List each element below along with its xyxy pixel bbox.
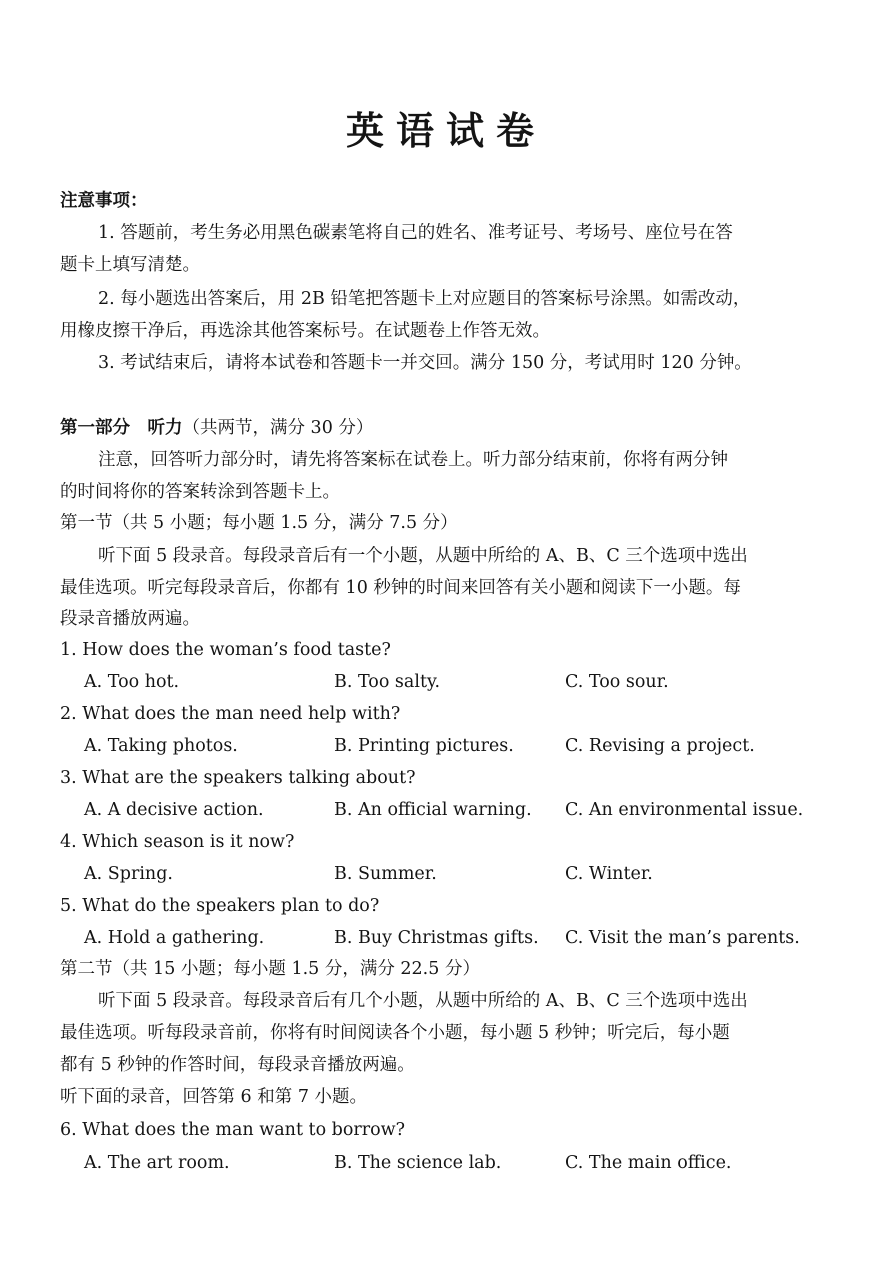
question-6-option-b: B. The science lab.: [334, 1153, 502, 1173]
question-4-option-a: A. Spring.: [84, 864, 173, 884]
part1-heading-bold: 第一部分 听力: [60, 418, 183, 438]
section1-instr-line-1: 听下面 5 段录音。每段录音后有一个小题，从题中所给的 A、B、C 三个选项中选出: [98, 546, 748, 566]
section1-heading: 第一节（共 5 小题；每小题 1.5 分，满分 7.5 分）: [60, 513, 458, 533]
notice-item-2-line-1: 2. 每小题选出答案后，用 2B 铅笔把答题卡上对应题目的答案标号涂黑。如需改动，: [98, 289, 751, 309]
question-1-option-c: C. Too sour.: [565, 672, 669, 692]
question-4-option-c: C. Winter.: [565, 864, 653, 884]
question-1-option-b: B. Too salty.: [334, 672, 441, 692]
question-5-option-a: A. Hold a gathering.: [84, 928, 265, 948]
question-6-option-a: A. The art room.: [84, 1153, 230, 1173]
section2-instr-line-3: 都有 5 秒钟的作答时间，每段录音播放两遍。: [60, 1055, 415, 1075]
question-2: 2. What does the man need help with?: [60, 704, 401, 724]
section2-instr-line-2: 最佳选项。听每段录音前，你将有时间阅读各个小题，每小题 5 秒钟；听完后，每小题: [60, 1023, 730, 1043]
question-1-option-a: A. Too hot.: [84, 672, 180, 692]
question-5: 5. What do the speakers plan to do?: [60, 896, 380, 916]
question-5-option-c: C. Visit the man’s parents.: [565, 928, 800, 948]
question-5-option-b: B. Buy Christmas gifts.: [334, 928, 539, 948]
part1-note-line-2: 的时间将你的答案转涂到答题卡上。: [60, 482, 340, 502]
question-6-option-c: C. The main office.: [565, 1153, 732, 1173]
part1-heading: [60, 417, 835, 439]
section2-sub-instruction: 听下面的录音，回答第 6 和第 7 小题。: [60, 1087, 368, 1107]
question-3-option-c: C. An environmental issue.: [565, 800, 804, 820]
part1-note-line-1: 注意，回答听力部分时，请先将答案标在试卷上。听力部分结束前，你将有两分钟: [98, 450, 728, 470]
exam-title: 英语试卷: [345, 108, 546, 153]
question-3-option-a: A. A decisive action.: [84, 800, 264, 820]
question-2-option-b: B. Printing pictures.: [334, 736, 514, 756]
question-2-option-a: A. Taking photos.: [84, 736, 238, 756]
question-6: 6. What does the man want to borrow?: [60, 1120, 406, 1140]
notice-item-2-line-2: 用橡皮擦干净后，再选涂其他答案标号。在试题卷上作答无效。: [60, 321, 550, 341]
notice-item-1-line-2: 题卡上填写清楚。: [60, 255, 200, 275]
question-3-option-b: B. An official warning.: [334, 800, 532, 820]
section2-instr-line-1: 听下面 5 段录音。每段录音后有几个小题，从题中所给的 A、B、C 三个选项中选出: [98, 991, 748, 1011]
part1-heading-rest: （共两节，满分 30 分）: [182, 418, 374, 438]
question-3: 3. What are the speakers talking about?: [60, 768, 416, 788]
notice-heading: 注意事项：: [60, 191, 148, 211]
notice-item-3-line-1: 3. 考试结束后，请将本试卷和答题卡一并交回。满分 150 分，考试用时 120 分钟。: [98, 353, 752, 373]
question-4-option-b: B. Summer.: [334, 864, 437, 884]
question-2-option-c: C. Revising a project.: [565, 736, 755, 756]
question-1: 1. How does the woman’s food taste?: [60, 640, 391, 660]
notice-item-1-line-1: 1. 答题前，考生务必用黑色碳素笔将自己的姓名、准考证号、考场号、座位号在答: [98, 223, 733, 243]
question-4: 4. Which season is it now?: [60, 832, 295, 852]
section2-heading: 第二节（共 15 小题；每小题 1.5 分，满分 22.5 分）: [60, 959, 480, 979]
section1-instr-line-2: 最佳选项。听完每段录音后，你都有 10 秒钟的时间来回答有关小题和阅读下一小题。每: [60, 578, 741, 598]
section1-instr-line-3: 段录音播放两遍。: [60, 609, 200, 629]
